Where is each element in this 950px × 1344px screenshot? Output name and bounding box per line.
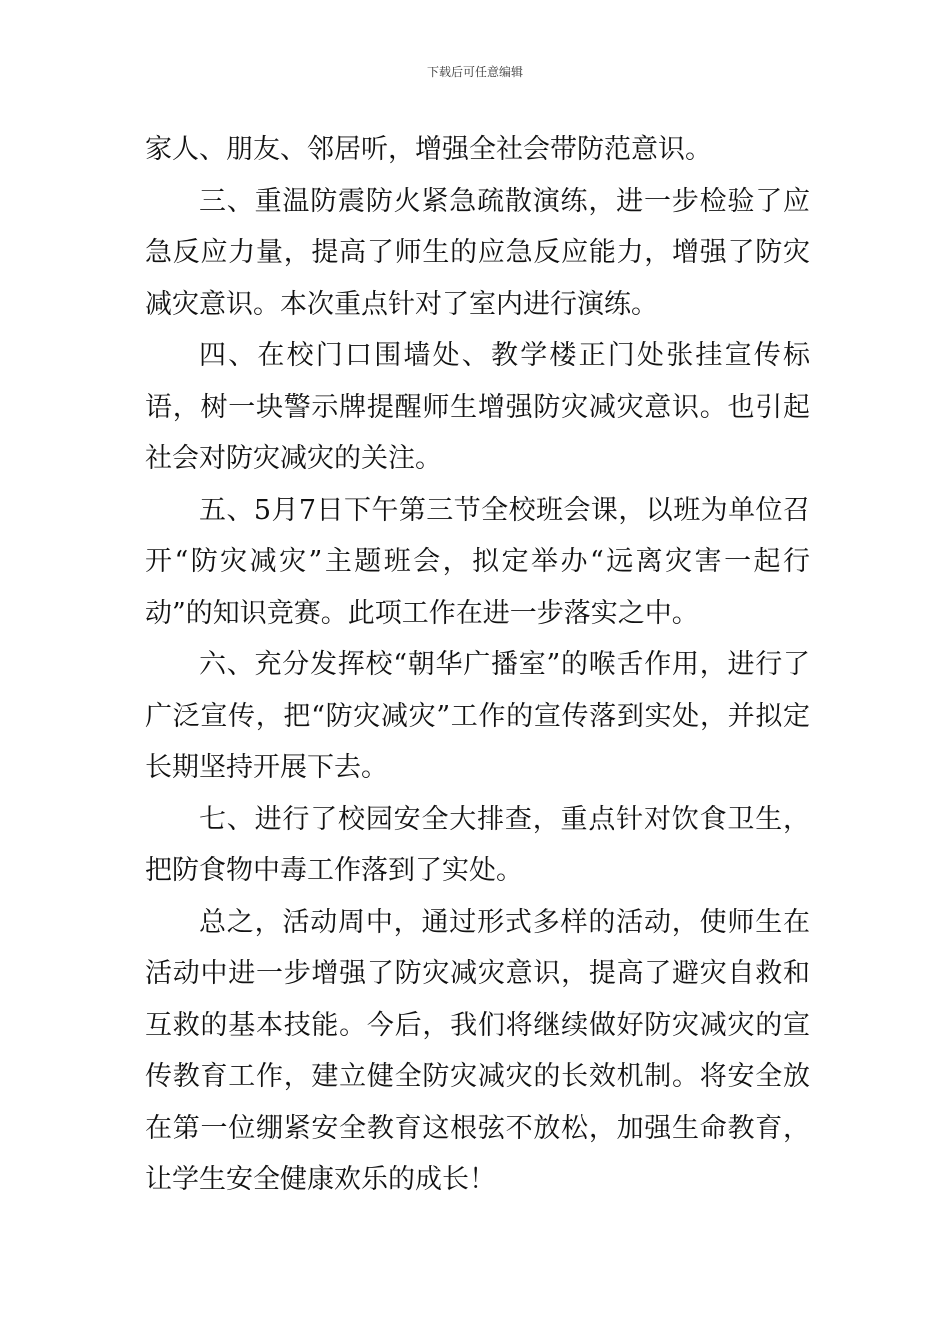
page-header: 下载后可任意编辑 xyxy=(426,65,523,79)
paragraph-item-4: 四、在校门口围墙处、教学楼正门处张挂宣传标语，树一块警示牌提醒师生增强防灾减灾意识。也引起社会对防灾减灾的关注。 xyxy=(145,340,810,474)
paragraph-item-5: 五、5月7日下午第三节全校班会课，以班为单位召开“防灾减灾”主题班会，拟定举办“远离灾害一起行动”的知识竞赛。此项工作在进一步落实之中。 xyxy=(145,494,810,629)
paragraph-item-7: 七、进行了校园安全大排查，重点针对饮食卫生，把防食物中毒工作落到了实处。 xyxy=(145,803,810,886)
document-body xyxy=(145,124,810,1206)
paragraph-item-6: 六、充分发挥校“朝华广播室”的喉舌作用，进行了广泛宣传，把“防灾减灾”工作的宣传落到实处，并拟定长期坚持开展下去。 xyxy=(145,649,810,783)
paragraph-item-3: 三、重温防震防火紧急疏散演练，进一步检验了应急反应力量，提高了师生的应急反应能力，增强了防灾减灾意识。本次重点针对了室内进行演练。 xyxy=(145,185,810,320)
paragraph-continuation: 家人、朋友、邻居听，增强全社会带防范意识。 xyxy=(145,134,712,165)
paragraph-conclusion: 总之，活动周中，通过形式多样的活动，使师生在活动中进一步增强了防灾减灾意识，提高了避灾自救和互救的基本技能。今后，我们将继续做好防灾减灾的宣传教育工作，建立健全防灾减灾的长效机制。将安全放在第一位绷紧安全教育这根弦不放松，加强生命教育，让学生安全健康欢乐的成长！ xyxy=(145,906,810,1195)
